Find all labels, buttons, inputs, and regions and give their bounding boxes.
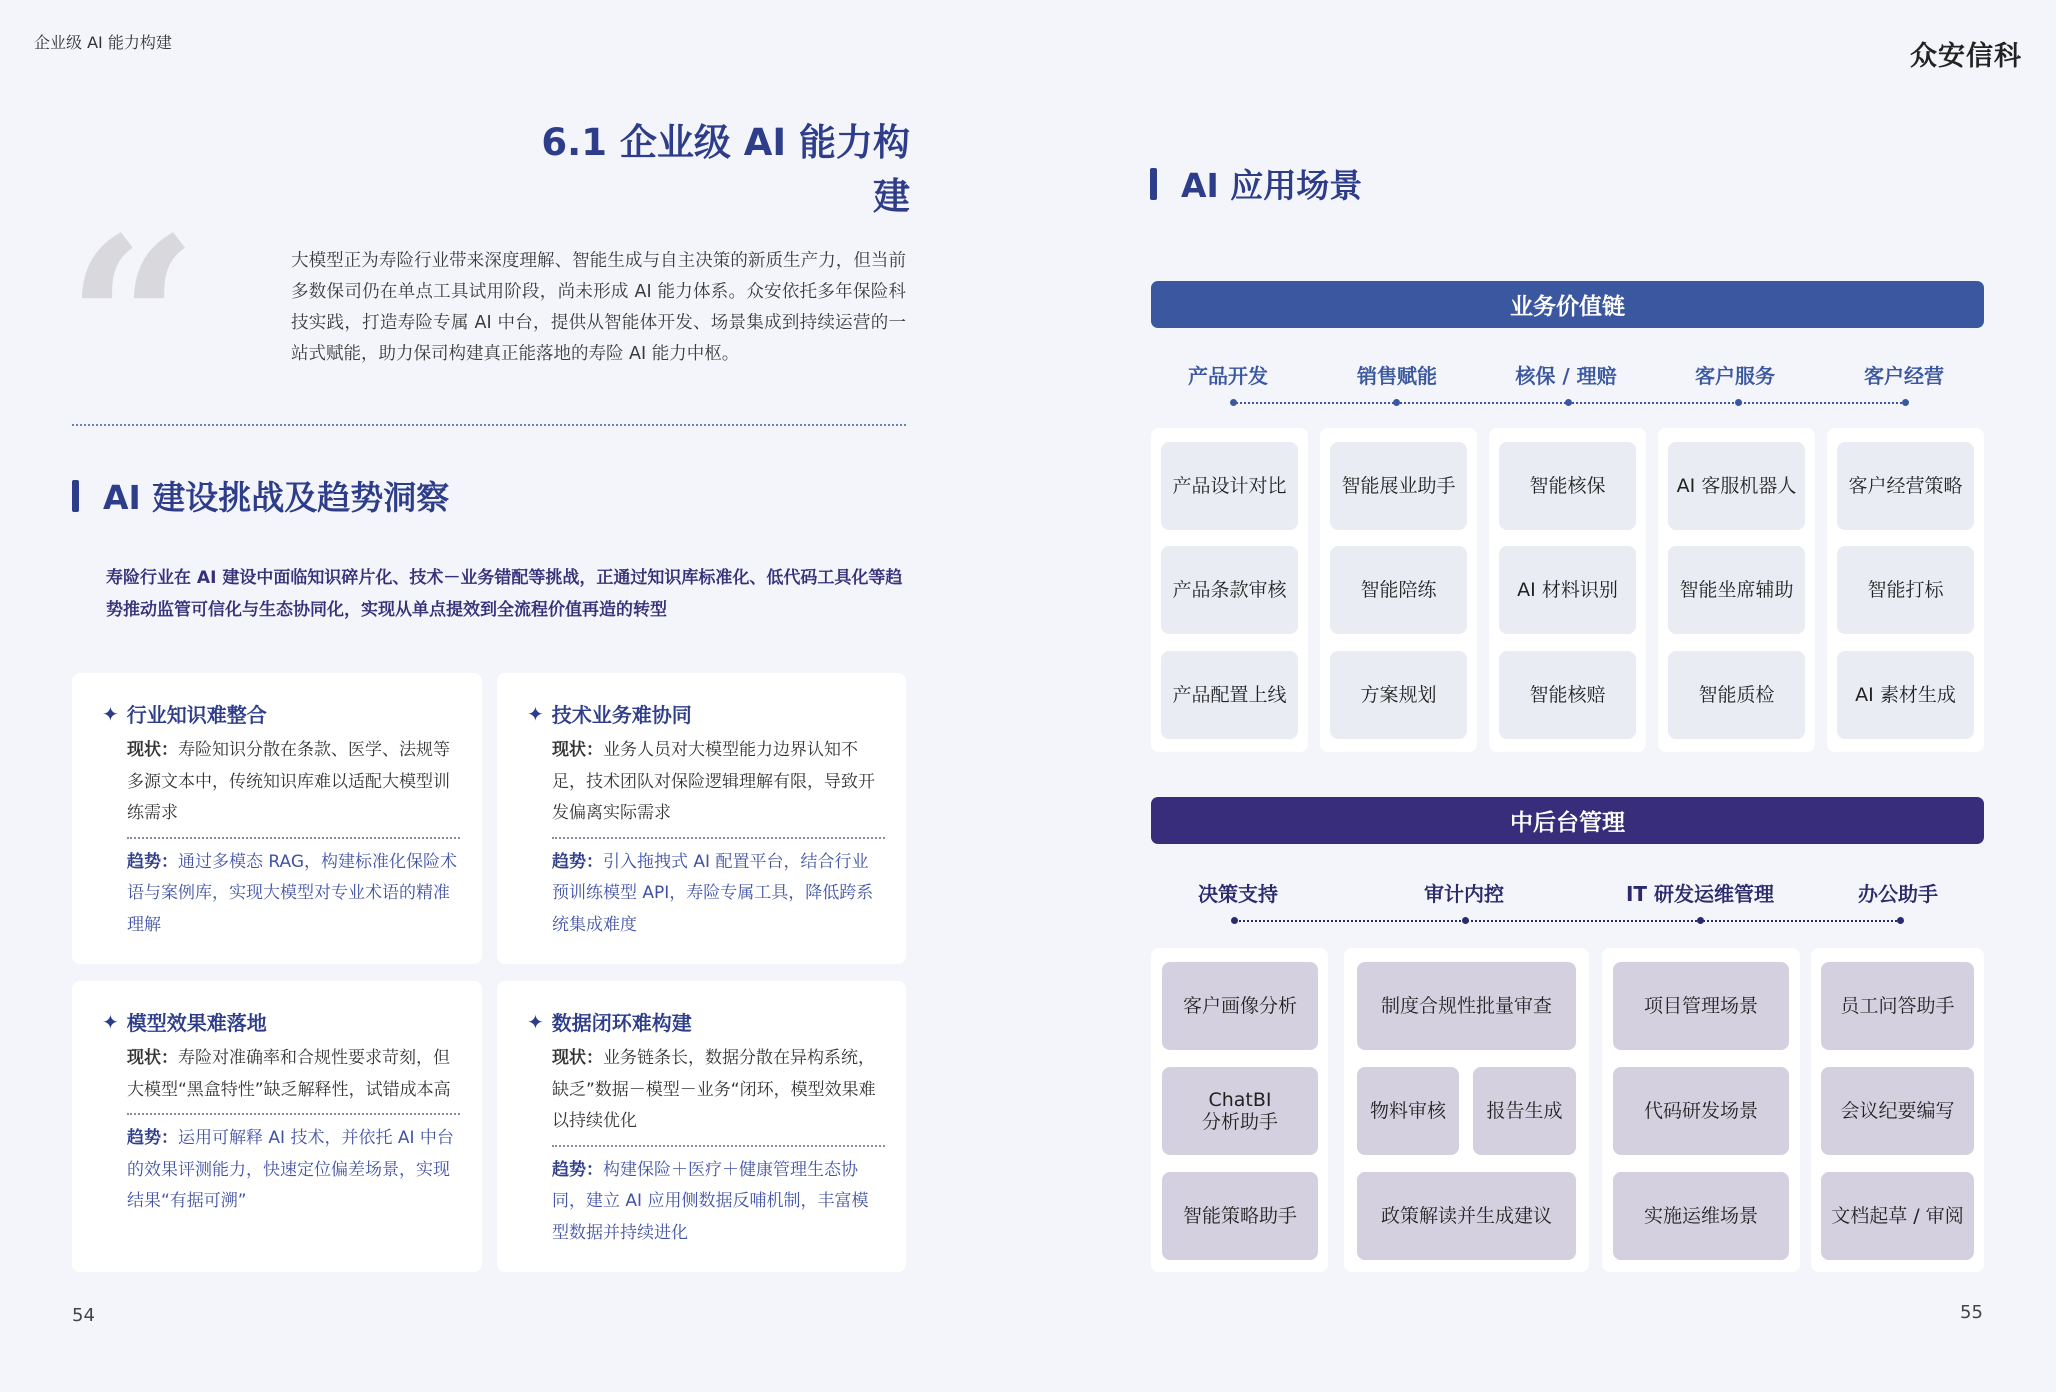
scenario-item: AI 客服机器人 <box>1668 442 1805 530</box>
scenario-item: 客户画像分析 <box>1162 962 1318 1050</box>
scenario-item: 制度合规性批量审查 <box>1357 962 1576 1050</box>
trend-text: 构建保险＋医疗＋健康管理生态协同，建立 AI 应用侧数据反哺机制，丰富模型数据并持续进化 <box>552 1159 869 1243</box>
sparkle-icon: ✦ <box>527 701 544 726</box>
scenario-panel <box>1602 948 1800 1272</box>
card-body <box>127 735 460 941</box>
scenarios-heading <box>1150 160 1362 207</box>
challenges-heading-text: AI 建设挑战及趋势洞察 <box>103 478 450 517</box>
heading-bar <box>1150 168 1157 200</box>
sparkle-icon: ✦ <box>102 1009 119 1034</box>
trend-text: 通过多模态 RAG，构建标准化保险术语与案例库，实现大模型对专业术语的精准理解 <box>127 851 458 935</box>
scenario-panel <box>1489 428 1646 752</box>
trend-label: 趋势： <box>127 1128 178 1148</box>
scenario-item: 报告生成 <box>1473 1067 1576 1155</box>
column-label: 决策支持 <box>1198 882 1278 906</box>
scenario-item: 智能策略助手 <box>1162 1172 1318 1260</box>
trend-text: 运用可解释 AI 技术，并依托 AI 中台的效果评测能力，快速定位偏差场景，实现结果“有据可溯” <box>127 1128 454 1211</box>
connector-dot <box>1902 399 1909 406</box>
status-label: 现状： <box>552 740 603 760</box>
scenario-item: 项目管理场景 <box>1613 962 1789 1050</box>
scenario-item: 物料审核 <box>1357 1067 1459 1155</box>
scenario-item: 代码研发场景 <box>1613 1067 1789 1155</box>
challenge-card <box>497 673 906 964</box>
scenario-item: 客户经营策略 <box>1837 442 1974 530</box>
trend-label: 趋势： <box>552 851 603 872</box>
scenario-item: 智能展业助手 <box>1330 442 1467 530</box>
quote-mark-icon: “ <box>66 188 199 458</box>
running-head: 企业级 AI 能力构建 <box>34 33 172 52</box>
scenario-item: 文档起草 / 审阅 <box>1821 1172 1974 1260</box>
scenario-item: 智能核赔 <box>1499 651 1636 739</box>
scenario-panel <box>1811 948 1984 1272</box>
column-label: 审计内控 <box>1424 882 1504 906</box>
scenario-item: 智能质检 <box>1668 651 1805 739</box>
card-title <box>102 1007 267 1036</box>
column-label: 产品开发 <box>1188 364 1268 388</box>
page-number-left: 54 <box>72 1305 95 1326</box>
status-text: 寿险知识分散在条款、医学、法规等多源文本中，传统知识库难以适配大模型训练需求 <box>127 740 450 823</box>
challenge-card <box>497 981 906 1272</box>
card-title-text: 行业知识难整合 <box>126 703 267 727</box>
scenario-item: 政策解读并生成建议 <box>1357 1172 1576 1260</box>
status-text: 业务人员对大模型能力边界认知不足，技术团队对保险逻辑理解有限，导致开发偏离实际需求 <box>552 740 875 823</box>
divider <box>72 424 906 426</box>
card-title <box>527 1007 692 1036</box>
trend-label: 趋势： <box>127 851 178 872</box>
connector-dot <box>1565 399 1572 406</box>
scenario-item: 智能打标 <box>1837 546 1974 634</box>
connector-dot <box>1697 917 1704 924</box>
connector-line <box>1234 920 1901 922</box>
card-body <box>552 735 885 941</box>
column-label: 客户经营 <box>1864 364 1944 388</box>
connector-dot <box>1462 917 1469 924</box>
status-text: 业务链条长，数据分散在异构系统，缺乏”数据－模型－业务“闭环，模型效果难以持续优化 <box>552 1048 876 1131</box>
card-title <box>102 699 267 728</box>
card-status <box>552 1043 885 1138</box>
card-title-text: 数据闭环难构建 <box>551 1011 692 1035</box>
column-label: 客户服务 <box>1695 364 1775 388</box>
scenario-panel <box>1151 948 1328 1272</box>
card-body <box>127 1043 460 1218</box>
scenario-panel <box>1344 948 1589 1272</box>
card-separator <box>127 837 460 839</box>
card-separator <box>552 1145 885 1147</box>
challenges-heading <box>72 472 449 519</box>
connector-dot <box>1393 399 1400 406</box>
scenario-item: 员工问答助手 <box>1821 962 1974 1050</box>
scenarios-heading-text: AI 应用场景 <box>1181 166 1363 205</box>
scenario-panel <box>1827 428 1984 752</box>
value-chain-band: 业务价值链 <box>1151 281 1984 328</box>
scenario-item: ChatBI 分析助手 <box>1162 1067 1318 1155</box>
challenges-summary: 寿险行业在 AI 建设中面临知识碎片化、技术－业务错配等挑战，正通过知识库标准化、低代码工具化等趋势推动监管可信化与生态协同化，实现从单点提效到全流程价值再造的转型 <box>106 568 903 620</box>
scenario-item: AI 材料识别 <box>1499 546 1636 634</box>
scenario-item: 产品设计对比 <box>1161 442 1298 530</box>
scenario-item: 会议纪要编写 <box>1821 1067 1974 1155</box>
card-body <box>552 1043 885 1249</box>
scenario-item: 方案规划 <box>1330 651 1467 739</box>
status-label: 现状： <box>552 1048 603 1068</box>
card-separator <box>552 837 885 839</box>
scenario-panel <box>1320 428 1477 752</box>
trend-label: 趋势： <box>552 1159 603 1180</box>
scenario-item: 智能核保 <box>1499 442 1636 530</box>
column-label: 销售赋能 <box>1357 364 1437 388</box>
sparkle-icon: ✦ <box>527 1009 544 1034</box>
card-title-text: 技术业务难协同 <box>551 703 692 727</box>
column-label: 办公助手 <box>1858 882 1938 906</box>
scenario-item: 产品配置上线 <box>1161 651 1298 739</box>
scenario-item: 产品条款审核 <box>1161 546 1298 634</box>
card-trend <box>127 1123 460 1218</box>
section-title: 6.1 企业级 AI 能力构建 <box>541 121 910 218</box>
card-title <box>527 699 692 728</box>
status-label: 现状： <box>127 1048 178 1068</box>
status-text: 寿险对准确率和合规性要求苛刻，但大模型“黑盒特性”缺乏解释性，试错成本高 <box>127 1048 451 1100</box>
column-label: IT 研发运维管理 <box>1625 882 1775 906</box>
card-separator <box>127 1113 460 1115</box>
card-status <box>127 735 460 830</box>
page-number-right: 55 <box>1960 1302 1983 1323</box>
scenario-item: AI 素材生成 <box>1837 651 1974 739</box>
status-label: 现状： <box>127 740 178 760</box>
challenge-card <box>72 981 482 1272</box>
intro-paragraph: 大模型正为寿险行业带来深度理解、智能生成与自主决策的新质生产力，但当前多数保司仍在单点工具试用阶段，尚未形成 AI 能力体系。众安依托多年保险科技实践，打造寿险专属 AI 中台，提供从智能体开发、场景集成到持续运营的一站式赋能，助力保司构建真正能落地的寿险 AI 能力中枢。 <box>291 251 906 364</box>
brand-logo: 众安信科 <box>1910 41 2022 72</box>
card-trend <box>552 847 885 942</box>
scenario-panel <box>1151 428 1308 752</box>
connector-dot <box>1897 917 1904 924</box>
scenario-item: 智能陪练 <box>1330 546 1467 634</box>
connector-dot <box>1735 399 1742 406</box>
connector-dot <box>1231 917 1238 924</box>
sparkle-icon: ✦ <box>102 701 119 726</box>
card-status <box>552 735 885 830</box>
card-title-text: 模型效果难落地 <box>126 1011 267 1035</box>
scenario-panel <box>1658 428 1815 752</box>
connector-dot <box>1230 399 1237 406</box>
card-trend <box>552 1155 885 1250</box>
trend-text: 引入拖拽式 AI 配置平台，结合行业预训练模型 API，寿险专属工具，降低跨系统集成难度 <box>552 851 874 935</box>
card-trend <box>127 847 460 942</box>
scenario-item: 实施运维场景 <box>1613 1172 1789 1260</box>
middle-office-band: 中后台管理 <box>1151 797 1984 844</box>
heading-bar <box>72 480 79 512</box>
column-label: 核保 / 理赔 <box>1515 364 1617 388</box>
challenge-card <box>72 673 482 964</box>
card-status <box>127 1043 460 1106</box>
scenario-item: 智能坐席辅助 <box>1668 546 1805 634</box>
